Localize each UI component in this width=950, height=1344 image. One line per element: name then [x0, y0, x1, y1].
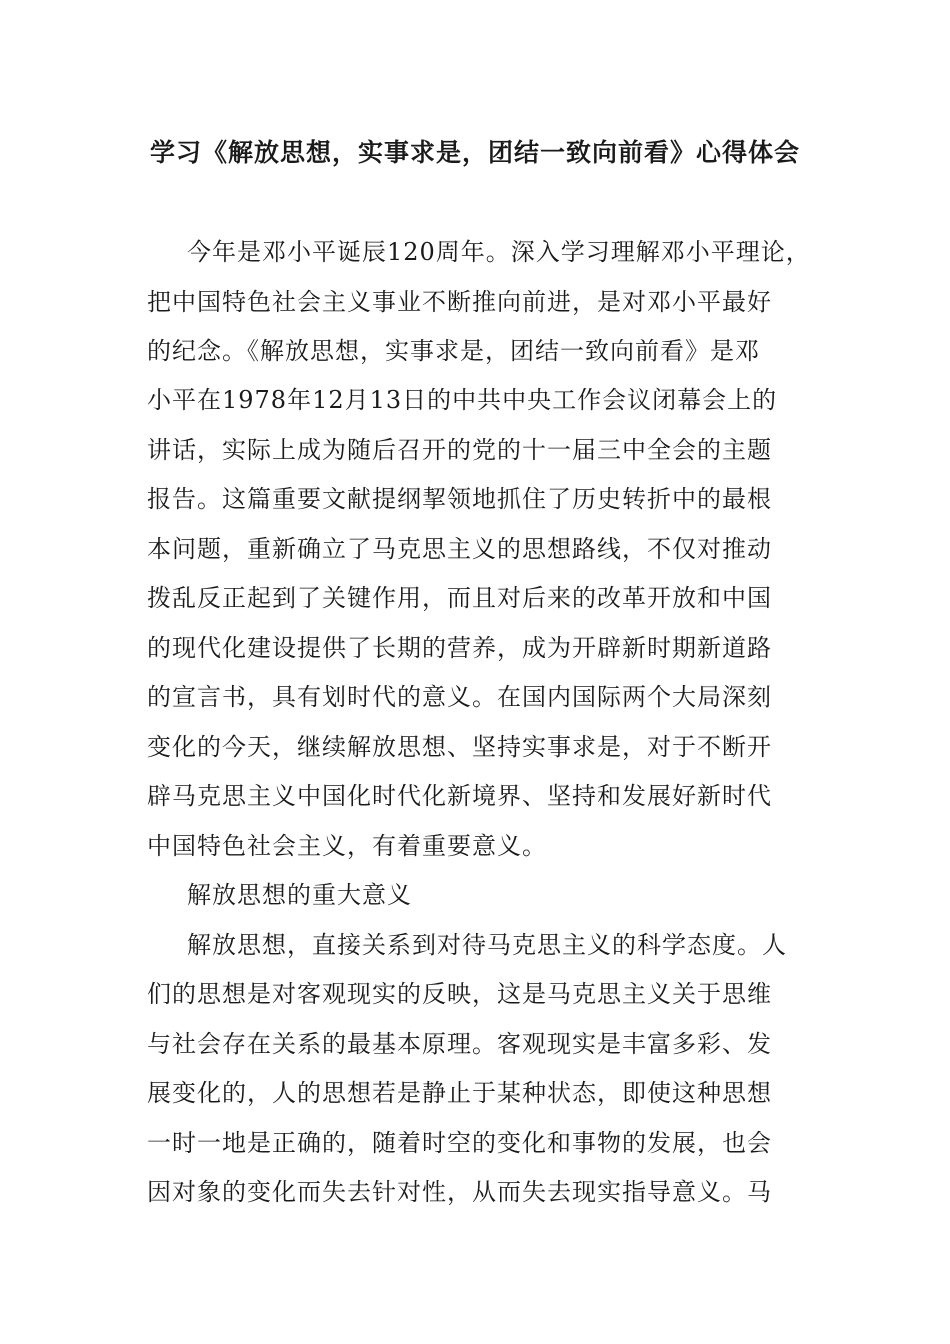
paragraph-line: 报告。这篇重要文献提纲挈领地抓住了历史转折中的最根: [147, 485, 772, 513]
paragraph-line: 与社会存在关系的最基本原理。客观现实是丰富多彩、发: [147, 1030, 772, 1058]
paragraph-line: 中国特色社会主义，有着重要意义。: [147, 832, 547, 860]
paragraph-line: 本问题，重新确立了马克思主义的思想路线，不仅对推动: [147, 535, 772, 563]
paragraph-line: 的纪念。《解放思想，实事求是，团结一致向前看》是邓: [147, 337, 760, 365]
paragraph-line: 辟马克思主义中国化时代化新境界、坚持和发展好新时代: [147, 782, 772, 810]
paragraph-line: 们的思想是对客观现实的反映，这是马克思主义关于思维: [147, 980, 772, 1008]
paragraph-line: 的现代化建设提供了长期的营养，成为开辟新时期新道路: [147, 634, 772, 662]
paragraph-line: 因对象的变化而失去针对性，从而失去现实指导意义。马: [147, 1178, 772, 1206]
paragraph-line: 展变化的，人的思想若是静止于某种状态，即使这种思想: [147, 1079, 772, 1107]
paragraph-line: 拨乱反正起到了关键作用，而且对后来的改革开放和中国: [147, 584, 772, 612]
paragraph-line: 变化的今天，继续解放思想、坚持实事求是，对于不断开: [147, 733, 772, 761]
paragraph-line: 一时一地是正确的，随着时空的变化和事物的发展，也会: [147, 1129, 772, 1157]
paragraph-line: 把中国特色社会主义事业不断推向前进，是对邓小平最好: [147, 288, 772, 316]
paragraph-line: 的宣言书，具有划时代的意义。在国内国际两个大局深刻: [147, 683, 772, 711]
paragraph-line: 今年是邓小平诞辰120周年。深入学习理解邓小平理论，: [187, 238, 811, 266]
paragraph-line: 小平在1978年12月13日的中共中央工作会议闭幕会上的: [147, 386, 778, 414]
document-title: 学习《解放思想，实事求是，团结一致向前看》心得体会: [149, 138, 800, 167]
paragraph-line: 解放思想，直接关系到对待马克思主义的科学态度。人: [187, 931, 787, 959]
section-heading: 解放思想的重大意义: [187, 881, 412, 909]
paragraph-line: 讲话，实际上成为随后召开的党的十一届三中全会的主题: [147, 436, 772, 464]
